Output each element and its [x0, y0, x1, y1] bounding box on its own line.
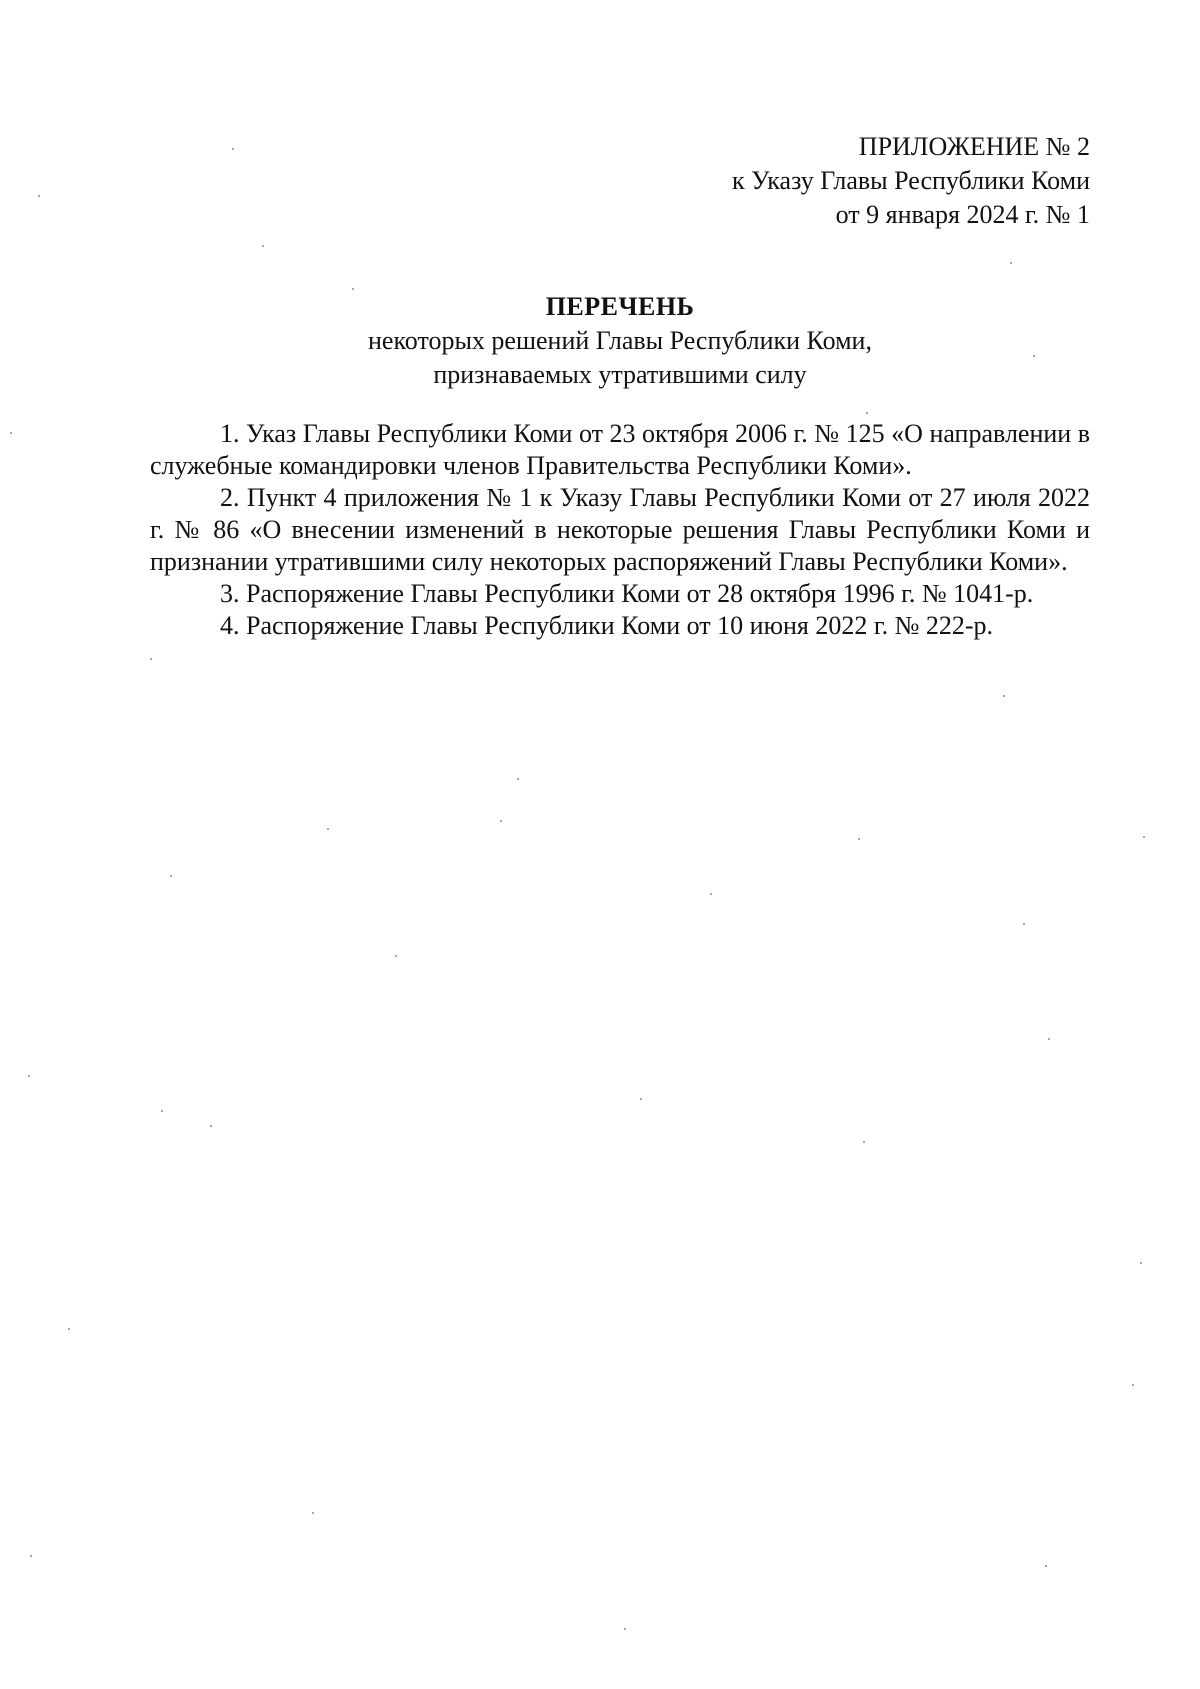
document-subtitle-line-2: признаваемых утратившими силу — [433, 360, 807, 389]
appendix-decree-reference: к Указу Главы Республики Коми — [732, 166, 1090, 195]
appendix-header — [390, 130, 1090, 232]
appendix-decree-date: от 9 января 2024 г. № 1 — [835, 200, 1090, 229]
list-item-3: 3. Распоряжение Главы Республики Коми от 28 октября 1996 г. № 1041-р. — [220, 579, 1034, 608]
document-subtitle-line-1: некоторых решений Главы Республики Коми, — [368, 326, 872, 355]
document-heading — [150, 290, 1090, 392]
appendix-number: ПРИЛОЖЕНИЕ № 2 — [858, 132, 1090, 161]
document-title: ПЕРЕЧЕНЬ — [545, 292, 695, 321]
list-item-4: 4. Распоряжение Главы Республики Коми от 10 июня 2022 г. № 222-р. — [220, 611, 994, 640]
list-item-1: 1. Указ Главы Республики Коми от 23 октября 2006 г. № 125 «О направлении в служебные командировки членов Правительства Республики Коми». — [150, 419, 1090, 480]
list-item-2: 2. Пункт 4 приложения № 1 к Указу Главы Республики Коми от 27 июля 2022 г. № 86 «О внесении изменений в некоторые решения Главы Республики Коми и признании утратившими силу некоторых распоряжений Главы Республики Коми». — [150, 483, 1090, 576]
list-of-decisions — [150, 418, 1090, 642]
